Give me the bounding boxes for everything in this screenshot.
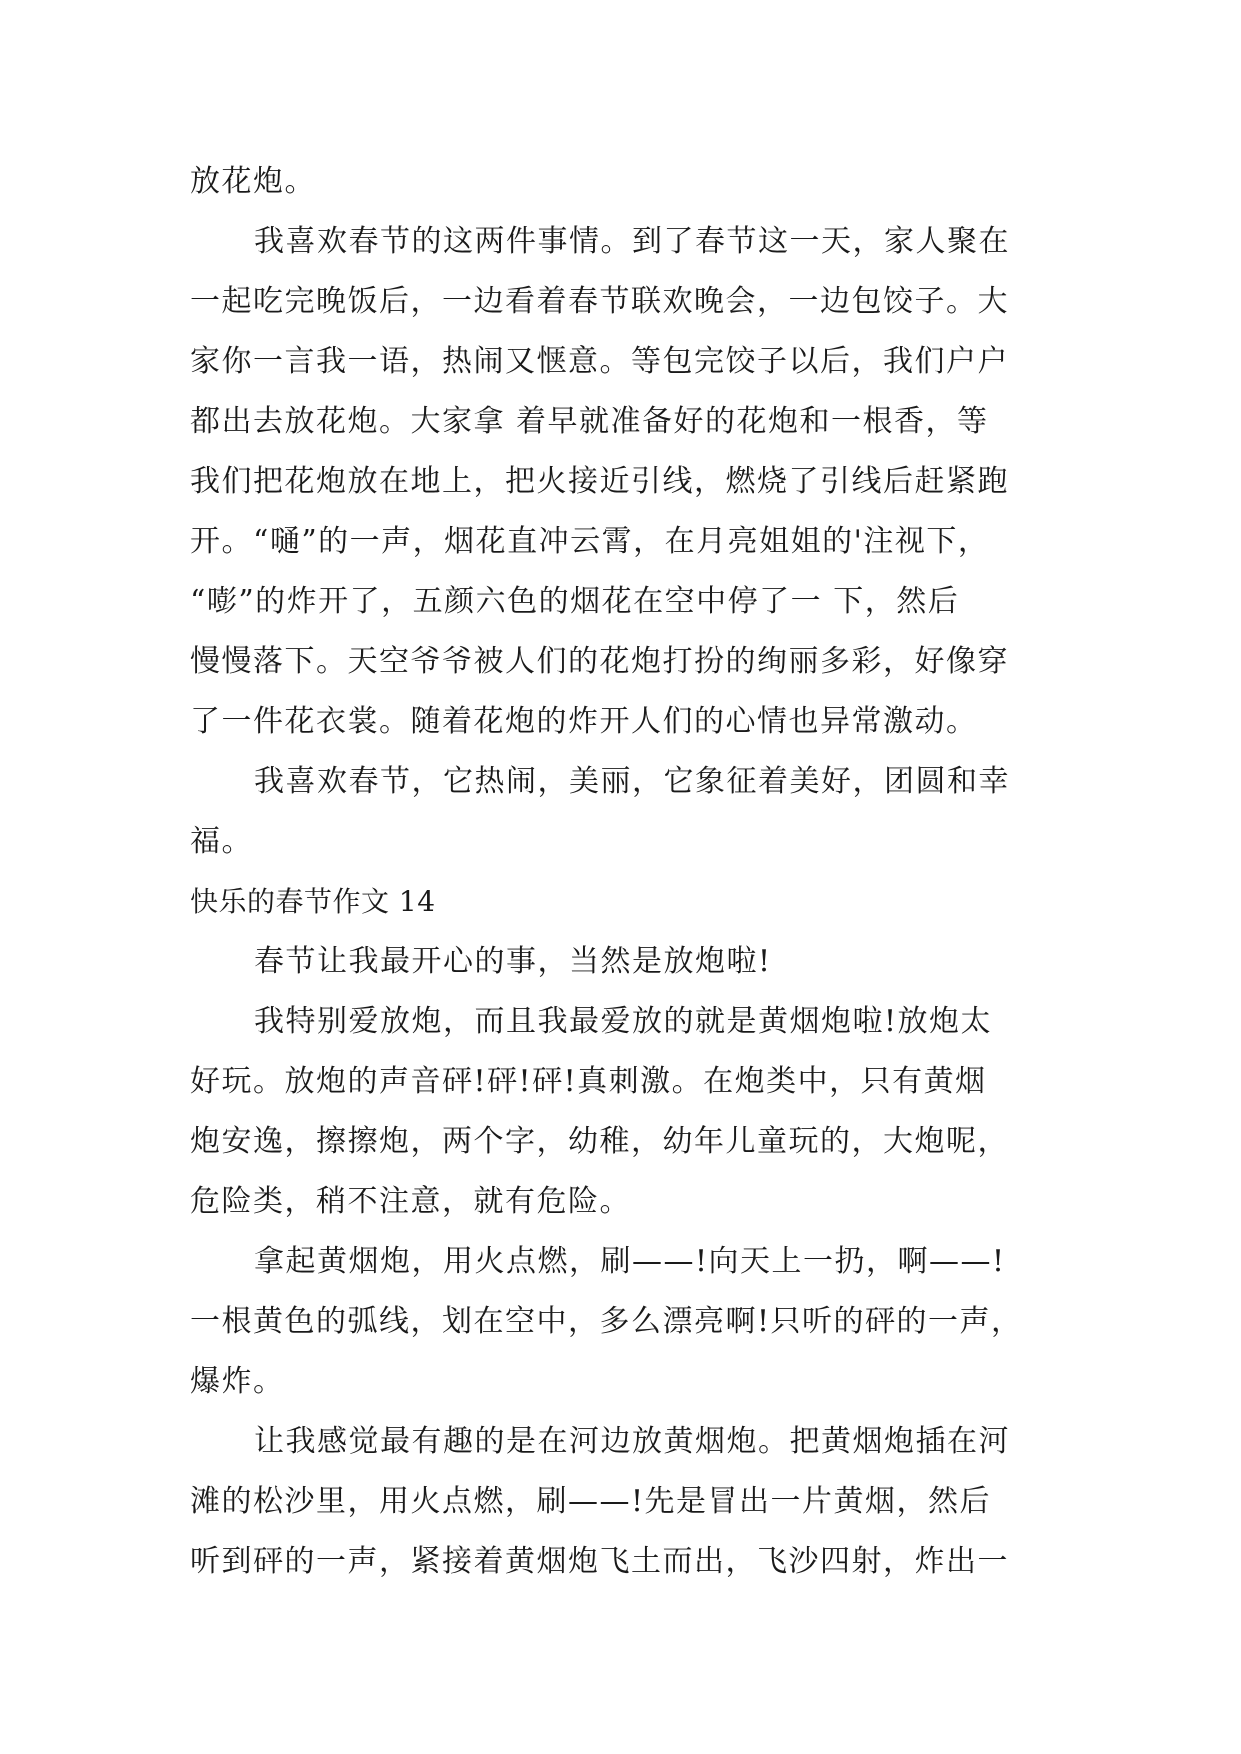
section-heading: 快乐的春节作文 14: [190, 885, 436, 918]
text-line: 开。“嗵”的一声，烟花直冲云霄，在月亮姐姐的'注视下，: [190, 524, 990, 559]
text-line: 放花炮。: [190, 164, 316, 199]
text-line: 危险类，稍不注意，就有危险。: [190, 1184, 631, 1219]
text-line: 我喜欢春节，它热闹，美丽，它象征着美好，团圆和幸: [254, 764, 1010, 799]
text-line: 一起吃完晚饭后，一边看着春节联欢晚会，一边包饺子。大: [190, 284, 1009, 319]
text-line: 听到砰的一声，紧接着黄烟炮飞土而出，飞沙四射，炸出一: [190, 1544, 1009, 1579]
text-line: 家你一言我一语，热闹又惬意。等包完饺子以后，我们户户: [190, 344, 1009, 379]
text-line: 爆炸。: [190, 1364, 285, 1399]
text-line: 一根黄色的弧线，划在空中，多么漂亮啊!只听的砰的一声，: [190, 1304, 1023, 1339]
text-line: 炮安逸，擦擦炮，两个字，幼稚，幼年儿童玩的，大炮呢，: [190, 1124, 1009, 1159]
text-line: 春节让我最开心的事，当然是放炮啦!: [254, 944, 772, 979]
text-line: 好玩。放炮的声音砰!砰!砰!真刺激。在炮类中，只有黄烟: [190, 1064, 987, 1099]
document-body: [190, 152, 1050, 1592]
text-line: “嘭”的炸开了，五颜六色的烟花在空中停了一 下，然后: [190, 584, 960, 619]
text-line: 福。: [190, 824, 253, 859]
text-line: 了一件花衣裳。随着花炮的炸开人们的心情也异常激动。: [190, 704, 978, 739]
text-line: 我们把花炮放在地上，把火接近引线，燃烧了引线后赶紧跑: [190, 464, 1009, 499]
text-line: 拿起黄烟炮，用火点燃，刷——!向天上一扔，啊——!: [254, 1244, 1006, 1279]
text-line: 慢慢落下。天空爷爷被人们的花炮打扮的绚丽多彩，好像穿: [190, 644, 1009, 679]
text-line: 让我感觉最有趣的是在河边放黄烟炮。把黄烟炮插在河: [254, 1424, 1010, 1459]
text-line: 我喜欢春节的这两件事情。到了春节这一天，家人聚在: [254, 224, 1010, 259]
text-line: 都出去放花炮。大家拿 着早就准备好的花炮和一根香，等: [190, 404, 989, 439]
text-line: 我特别爱放炮，而且我最爱放的就是黄烟炮啦!放炮太: [254, 1004, 993, 1039]
text-line: 滩的松沙里，用火点燃，刷——!先是冒出一片黄烟，然后: [190, 1484, 992, 1519]
